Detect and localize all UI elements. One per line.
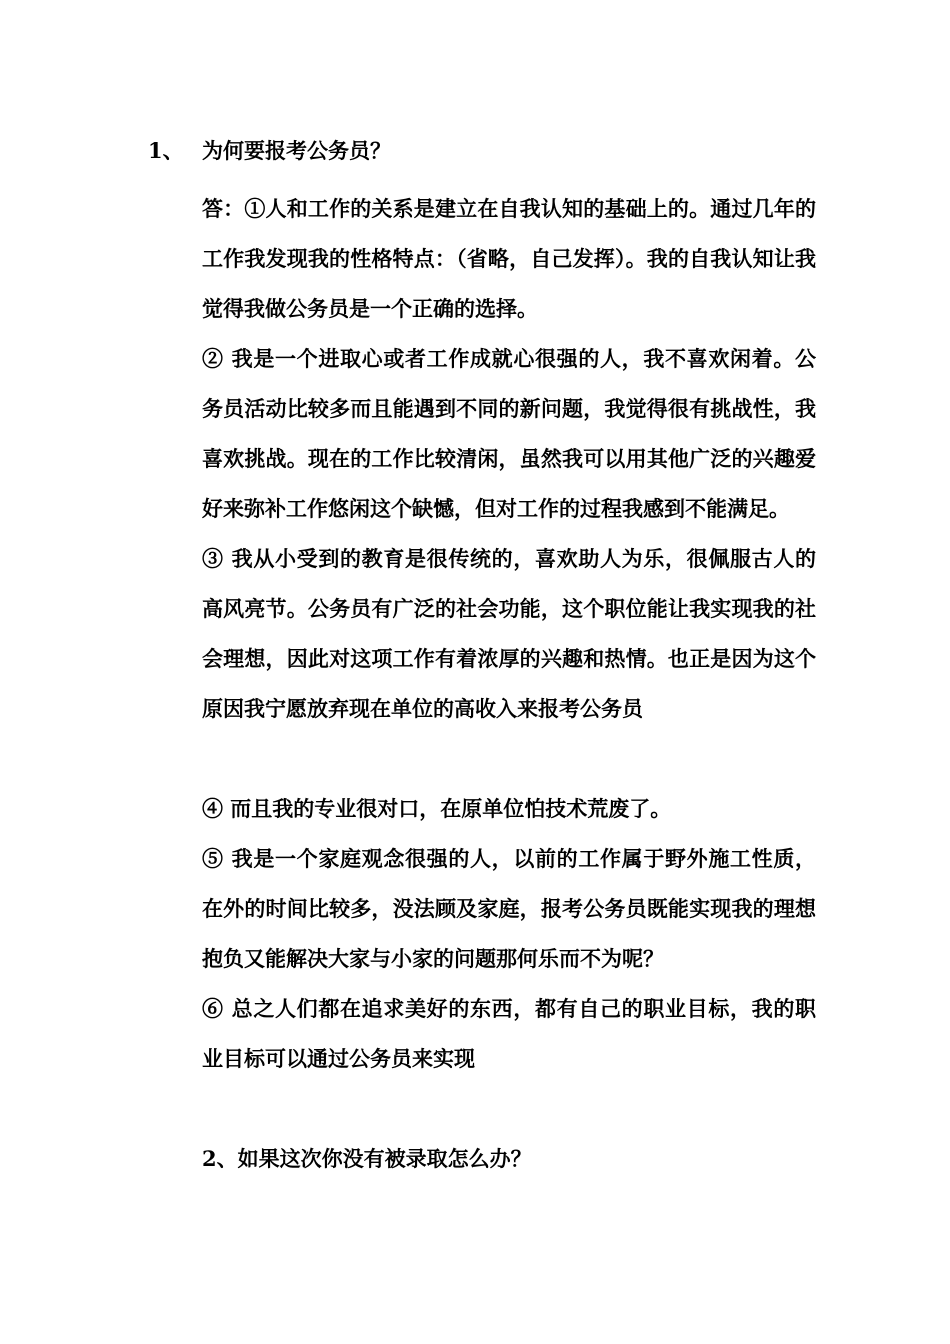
question-2-heading: 2、如果这次你没有被录取怎么办？: [202, 1146, 532, 1171]
answer-paragraph-5: ⑤ 我是一个家庭观念很强的人，以前的工作属于野外施工性质，在外的时间比较多，没法顾及家庭，报考公务员既能实现我的理想抱负又能解决大家与小家的问题那何乐而不为呢？: [202, 846, 816, 971]
question-1-title: 为何要报考公务员？: [202, 138, 391, 163]
answer-paragraph-1: 答：①人和工作的关系是建立在自我认知的基础上的。通过几年的工作我发现我的性格特点：（省略，自己发挥）。我的自我认知让我觉得我做公务员是一个正确的选择。: [202, 196, 816, 321]
answer-paragraph-2: ② 我是一个进取心或者工作成就心很强的人，我不喜欢闲着。公务员活动比较多而且能遇到不同的新问题，我觉得很有挑战性，我喜欢挑战。现在的工作比较清闲，虽然我可以用其他广泛的兴趣爱好来弥补工作悠闲这个缺憾，但对工作的过程我感到不能满足。: [202, 346, 816, 521]
answer-body: [202, 184, 816, 1184]
question-1-number: 1、: [148, 138, 184, 163]
question-1-heading: [148, 134, 391, 168]
answer-paragraph-3: ③ 我从小受到的教育是很传统的，喜欢助人为乐，很佩服古人的高风亮节。公务员有广泛的社会功能，这个职位能让我实现我的社会理想，因此对这项工作有着浓厚的兴趣和热情。也正是因为这个原因我宁愿放弃现在单位的高收入来报考公务员: [202, 546, 816, 721]
answer-paragraph-4: ④ 而且我的专业很对口，在原单位怕技术荒废了。: [202, 796, 672, 821]
answer-paragraph-6: ⑥ 总之人们都在追求美好的东西，都有自己的职业目标，我的职业目标可以通过公务员来实现: [202, 996, 816, 1071]
